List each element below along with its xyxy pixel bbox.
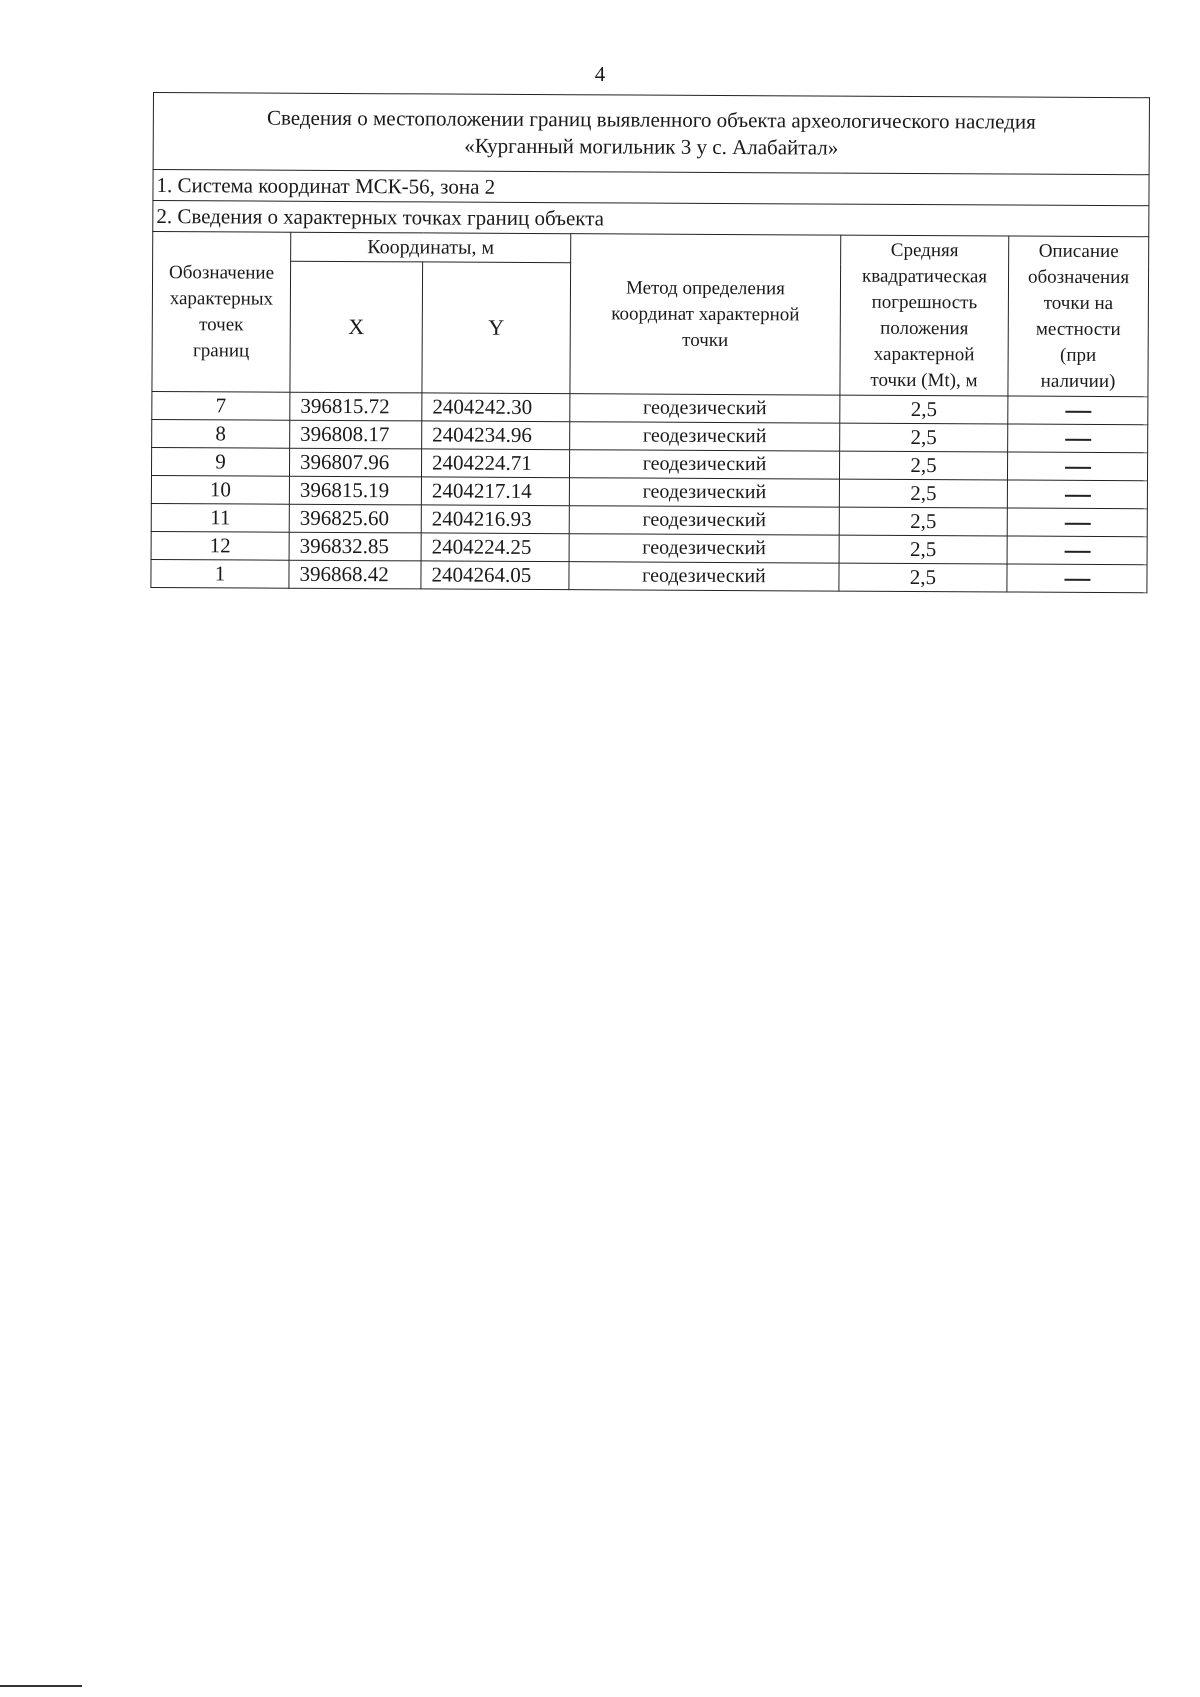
cell-y: 2404234.96: [422, 421, 570, 450]
cell-x: 396825.60: [289, 504, 421, 533]
cell-description: [1007, 536, 1147, 565]
cell-y: 2404224.25: [421, 533, 569, 562]
cell-point: 11: [151, 503, 289, 532]
header-description: Описание обозначения точки на местности (при наличии): [1008, 236, 1149, 397]
cell-y: 2404242.30: [422, 393, 570, 422]
dash-mark: [1064, 551, 1090, 553]
cell-method: геодезический: [569, 450, 839, 479]
cell-x: 396815.19: [289, 476, 421, 505]
dash-mark: [1064, 579, 1090, 581]
dash-mark: [1065, 467, 1091, 469]
dash-mark: [1064, 495, 1090, 497]
title-line-2: «Курганный могильник 3 у с. Алабайтал»: [464, 133, 839, 160]
page-edge-line: [0, 1685, 82, 1687]
cell-error: 2,5: [839, 535, 1007, 564]
cell-point: 8: [152, 419, 290, 448]
cell-error: 2,5: [840, 395, 1008, 424]
cell-error: 2,5: [839, 563, 1007, 592]
cell-description: [1008, 396, 1148, 425]
cell-description: [1007, 480, 1147, 509]
cell-x: 396807.96: [289, 448, 421, 477]
cell-error: 2,5: [840, 423, 1008, 452]
cell-method: геодезический: [569, 562, 839, 591]
cell-description: [1007, 564, 1147, 593]
coordinate-system-section: 1. Система координат МСК-56, зона 2: [153, 170, 1149, 206]
cell-x: 396808.17: [290, 420, 422, 449]
cell-description: [1007, 508, 1147, 537]
cell-method: геодезический: [569, 534, 839, 563]
cell-description: [1008, 424, 1148, 453]
cell-y: 2404224.71: [421, 449, 569, 478]
page-number: 4: [594, 62, 606, 86]
cell-point: 9: [151, 447, 289, 476]
header-method: Метод определения координат характерной точки: [570, 234, 841, 395]
table-row: [151, 559, 1147, 592]
header-error: Средняя квадратическая погрешность положения характерной точки (Mt), м: [840, 235, 1009, 396]
cell-description: [1007, 452, 1147, 481]
cell-point: 1: [151, 559, 289, 588]
cell-y: 2404264.05: [421, 561, 569, 590]
cell-error: 2,5: [839, 479, 1007, 508]
header-point-designation: Обозначение характерных точек границ: [152, 232, 291, 393]
cell-x: 396832.85: [289, 532, 421, 561]
dash-mark: [1065, 439, 1091, 441]
boundary-points-table: [150, 92, 1150, 593]
cell-y: 2404217.14: [421, 477, 569, 506]
cell-point: 10: [151, 475, 289, 504]
header-x: X: [290, 261, 423, 393]
cell-y: 2404216.93: [421, 505, 569, 534]
cell-point: 12: [151, 531, 289, 560]
cell-error: 2,5: [839, 451, 1007, 480]
cell-x: 396868.42: [289, 560, 421, 589]
dash-mark: [1065, 411, 1091, 413]
cell-x: 396815.72: [290, 392, 422, 421]
dash-mark: [1064, 523, 1090, 525]
points-section: 2. Сведения о характерных точках границ объекта: [153, 201, 1149, 237]
cell-method: геодезический: [569, 478, 839, 507]
document-title: [153, 93, 1149, 175]
cell-method: геодезический: [570, 422, 840, 451]
cell-point: 7: [152, 391, 290, 420]
title-line-1: Сведения о местоположении границ выявленного объекта археологического наследия: [266, 105, 1036, 134]
cell-method: геодезический: [570, 394, 840, 423]
header-y: Y: [422, 262, 571, 394]
cell-error: 2,5: [839, 507, 1007, 536]
cell-method: геодезический: [569, 506, 839, 535]
header-coordinates: Координаты, м: [291, 232, 571, 262]
